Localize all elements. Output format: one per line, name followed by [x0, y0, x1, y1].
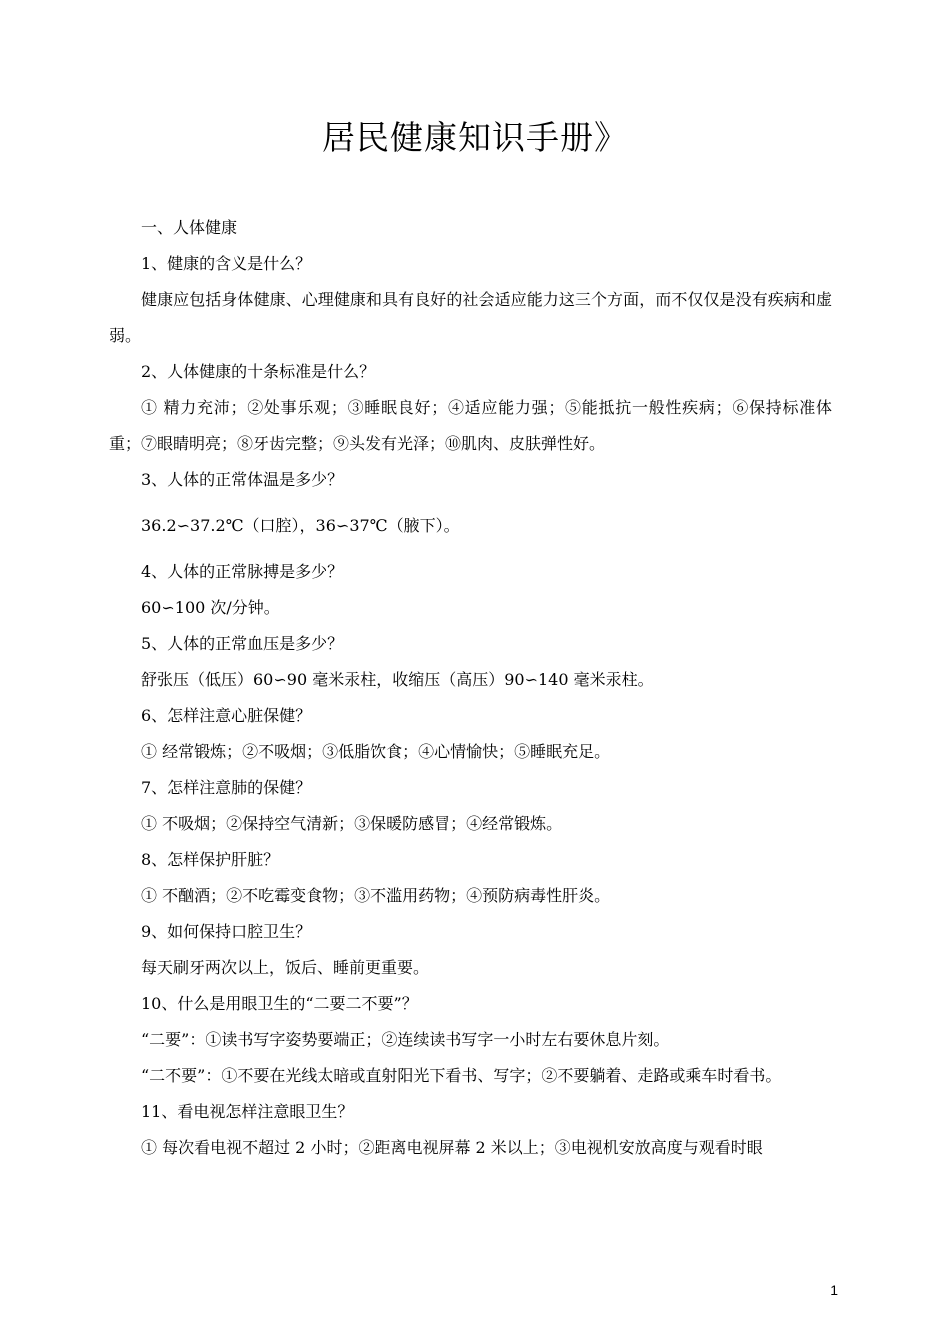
answer-8: ① 不酗酒；②不吃霉变食物；③不滥用药物；④预防病毒性肝炎。 — [141, 886, 611, 905]
document-body — [109, 210, 832, 1166]
answer-2: ① 精力充沛；②处事乐观；③睡眠良好；④适应能力强；⑤能抵抗一般性疾病；⑥保持标准体重；⑦眼睛明亮；⑧牙齿完整；⑨头发有光泽；⑩肌肉、皮肤弹性好。 — [109, 398, 832, 453]
question-2: 2、人体健康的十条标准是什么？ — [141, 362, 376, 381]
question-6: 6、怎样注意心脏保健？ — [141, 706, 312, 725]
question-3: 3、人体的正常体温是多少？ — [141, 470, 344, 489]
answer-6: ① 经常锻炼；②不吸烟；③低脂饮食；④心情愉快；⑤睡眠充足。 — [141, 742, 611, 761]
page-number: 1 — [830, 1282, 838, 1298]
document-title: 居民健康知识手册》 — [322, 118, 628, 157]
answer-7: ① 不吸烟；②保持空气清新；③保暖防感冒；④经常锻炼。 — [141, 814, 563, 833]
answer-10-part-2: “二不要”：①不要在光线太暗或直射阳光下看书、写字；②不要躺着、走路或乘车时看书。 — [141, 1066, 782, 1085]
answer-9: 每天刷牙两次以上，饭后、睡前更重要。 — [141, 958, 430, 977]
question-5: 5、人体的正常血压是多少？ — [141, 634, 344, 653]
answer-5: 舒张压（低压）60∽90 毫米汞柱，收缩压（高压）90∽140 毫米汞柱。 — [141, 670, 654, 689]
question-1: 1、健康的含义是什么？ — [141, 254, 312, 273]
question-11: 11、看电视怎样注意眼卫生？ — [141, 1102, 354, 1121]
answer-1: 健康应包括身体健康、心理健康和具有良好的社会适应能力这三个方面，而不仅仅是没有疾病和虚弱。 — [109, 290, 832, 345]
answer-11: ① 每次看电视不超过 2 小时；②距离电视屏幕 2 米以上；③电视机安放高度与观看时眼 — [141, 1138, 763, 1157]
question-7: 7、怎样注意肺的保健？ — [141, 778, 312, 797]
question-4: 4、人体的正常脉搏是多少？ — [141, 562, 344, 581]
question-10: 10、什么是用眼卫生的“二要二不要”？ — [141, 994, 418, 1013]
section-heading: 一、人体健康 — [141, 218, 238, 237]
answer-4: 60∽100 次/分钟。 — [141, 598, 280, 617]
question-8: 8、怎样保护肝脏？ — [141, 850, 280, 869]
question-9: 9、如何保持口腔卫生？ — [141, 922, 312, 941]
answer-10-part-1: “二要”：①读书写字姿势要端正；②连续读书写字一小时左右要休息片刻。 — [141, 1030, 670, 1049]
answer-3: 36.2∽37.2℃（口腔），36∽37℃（腋下）。 — [141, 516, 460, 535]
